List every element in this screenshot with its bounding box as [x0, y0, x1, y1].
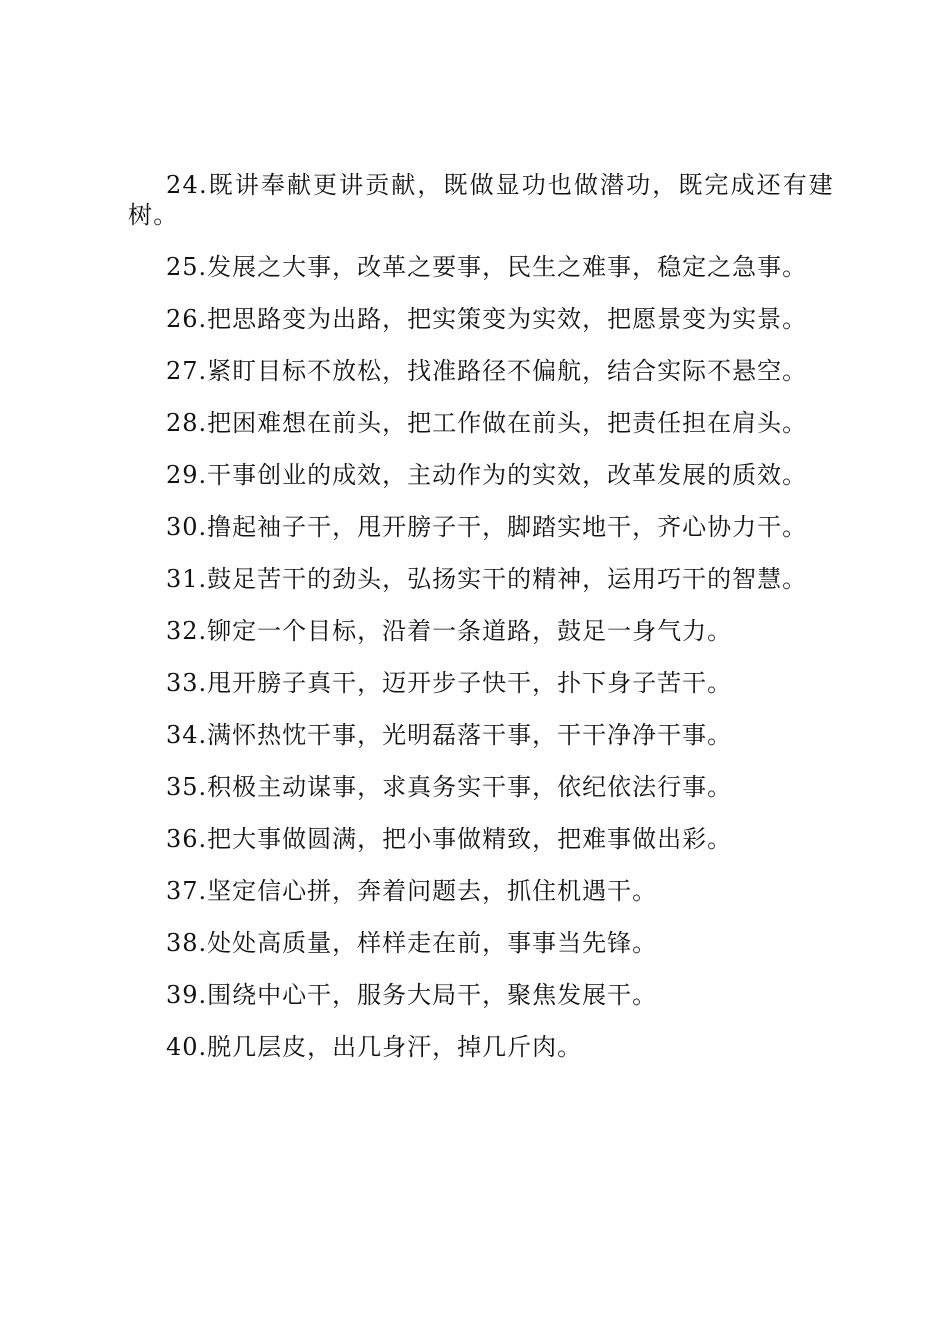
list-item: 34.满怀热忱干事，光明磊落干事，干干净净干事。	[166, 721, 733, 749]
list-item: 38.处处高质量，样样走在前，事事当先锋。	[166, 929, 658, 957]
list-item: 30.撸起袖子干，甩开膀子干，脚踏实地干，齐心协力干。	[166, 513, 808, 541]
list-item: 37.坚定信心拼，奔着问题去，抓住机遇干。	[166, 877, 658, 905]
list-item: 27.紧盯目标不放松，找准路径不偏航，结合实际不悬空。	[166, 357, 808, 385]
list-item: 35.积极主动谋事，求真务实干事，依纪依法行事。	[166, 773, 733, 801]
slogan-list	[128, 170, 834, 1084]
list-item: 32.铆定一个目标，沿着一条道路，鼓足一身气力。	[166, 617, 733, 645]
list-item: 28.把困难想在前头，把工作做在前头，把责任担在肩头。	[166, 409, 808, 437]
list-item: 33.甩开膀子真干，迈开步子快干，扑下身子苦干。	[166, 669, 733, 697]
list-item: 26.把思路变为出路，把实策变为实效，把愿景变为实景。	[166, 305, 808, 333]
list-item: 36.把大事做圆满，把小事做精致，把难事做出彩。	[166, 825, 733, 853]
list-item: 31.鼓足苦干的劲头，弘扬实干的精神，运用巧干的智慧。	[166, 565, 808, 593]
list-item: 40.脱几层皮，出几身汗，掉几斤肉。	[166, 1033, 583, 1061]
list-item: 39.围绕中心干，服务大局干，聚焦发展干。	[166, 981, 658, 1009]
list-item: 24.既讲奉献更讲贡献，既做显功也做潜功，既完成还有建树。	[128, 171, 834, 229]
list-item: 25.发展之大事，改革之要事，民生之难事，稳定之急事。	[166, 253, 808, 281]
list-item: 29.干事创业的成效，主动作为的实效，改革发展的质效。	[166, 461, 808, 489]
